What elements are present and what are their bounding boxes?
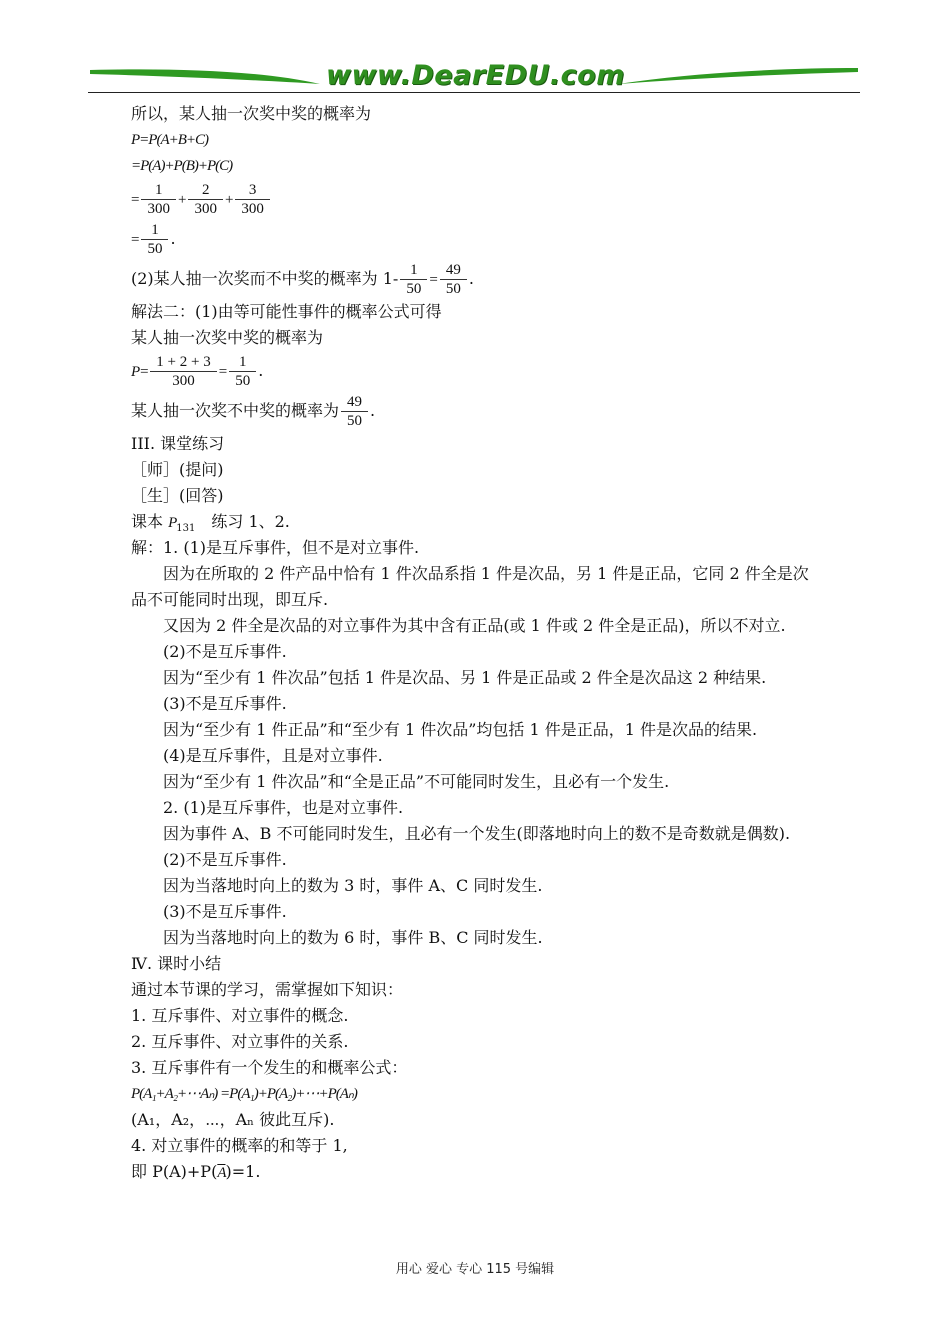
fraction: $\frac{1 + 2 + 3}{300}$ [150, 353, 216, 390]
page-number: 131 [176, 523, 196, 535]
formula-line: P=P(A+B+C) [131, 132, 209, 148]
summary-line: 1. 互斥事件、对立事件的概念. [131, 1006, 349, 1025]
summary-line: 2. 互斥事件、对立事件的关系. [131, 1032, 349, 1051]
student-line: ［生］(回答) [131, 486, 224, 505]
period: . [170, 229, 176, 248]
period: . [258, 361, 264, 380]
fraction-result-line [131, 219, 866, 259]
summary-line: 4. 对立事件的概率的和等于 1, [131, 1136, 348, 1155]
section-heading: III. 课堂练习 [131, 434, 225, 453]
equals-sign: = [429, 272, 438, 288]
equals-sign: = [131, 192, 140, 208]
answer-line: (2)不是互斥事件. [131, 850, 287, 869]
formula-line: =P(A)+P(B)+P(C) [131, 158, 233, 174]
site-logo[interactable]: www.DearEDU.com [326, 60, 625, 91]
formula-lhs: P= [131, 364, 149, 380]
equals-sign: = [131, 232, 140, 248]
page-footer: 用心 爱心 专心 115 号编辑 [395, 1262, 555, 1277]
teacher-line: ［师］(提问) [131, 460, 224, 479]
complement-symbol: $\overline{A}$ [217, 1165, 226, 1181]
answer-line: 因为在所取的 2 件产品中恰有 1 件次品系指 1 件是次品，另 1 件是正品，它同 2 件全是次 [131, 564, 809, 583]
answer-line: 因为当落地时向上的数为 6 时，事件 B、C 同时发生. [131, 928, 543, 947]
fraction: $\frac{3}{300}$ [235, 181, 270, 218]
plus-sign: + [224, 192, 234, 208]
fraction: $\frac{49}{50}$ [440, 261, 467, 298]
page-symbol: P [168, 515, 177, 531]
fraction: $\frac{2}{300}$ [188, 181, 223, 218]
answer-line: 品不可能同时出现，即互斥. [131, 590, 329, 609]
formula-note-line: (A₁，A₂，⋯，Aₙ 彼此互斥). [131, 1110, 335, 1129]
answer-line: 因为当落地时向上的数为 3 时，事件 A、C 同时发生. [131, 876, 543, 895]
period: . [370, 401, 376, 420]
answer-line: 因为事件 A、B 不可能同时发生，且必有一个发生(即落地时向上的数不是奇数就是偶数). [131, 824, 791, 843]
answer-line: (3)不是互斥事件. [131, 694, 287, 713]
fraction: $\frac{49}{50}$ [341, 393, 368, 430]
text-run: 某人抽一次奖不中奖的概率为 [131, 401, 340, 420]
text-run: 即 P(A)+P( [131, 1162, 218, 1181]
text-run: )=1. [225, 1162, 261, 1181]
section-heading: Ⅳ. 课时小结 [131, 954, 222, 973]
probability-formula-line [131, 351, 866, 391]
text-run: (2)某人抽一次奖而不中奖的概率为 1- [131, 269, 399, 288]
summary-line: 3. 互斥事件有一个发生的和概率公式： [131, 1058, 408, 1077]
text-line: 所以，某人抽一次奖中奖的概率为 [131, 104, 372, 123]
plus-sign: + [177, 192, 187, 208]
fraction: $\frac{1}{50}$ [400, 261, 427, 298]
answer-line: (3)不是互斥事件. [131, 902, 287, 921]
complement-formula-line [131, 1159, 866, 1185]
text-line: 某人抽一次奖中奖的概率为 [131, 328, 324, 347]
fraction-sum-line [131, 179, 866, 219]
summary-line: 通过本节课的学习，需掌握如下知识： [131, 980, 404, 999]
question-2-line [131, 259, 866, 299]
answer-line: 又因为 2 件全是次品的对立事件为其中含有正品(或 1 件或 2 件全是正品)，所以不对立. [131, 616, 786, 635]
answer-line: 解：1. (1)是互斥事件，但不是对立事件. [131, 538, 420, 557]
sum-formula-line: P(A₁+A₂+⋯Aₙ) =P(A₁)+P(A₂)+⋯+P(Aₙ) [131, 1086, 357, 1102]
period: . [468, 269, 474, 288]
textbook-line [131, 509, 866, 535]
answer-line: 2. (1)是互斥事件，也是对立事件. [131, 798, 404, 817]
answer-line: 因为“至少有 1 件正品”和“至少有 1 件次品”均包括 1 件是正品，1 件是次品的结果. [131, 720, 758, 739]
page-header [88, 62, 860, 96]
text-run: 练习 1、2. [195, 512, 290, 531]
header-rule [88, 92, 860, 93]
text-line: 解法二：(1)由等可能性事件的概率公式可得 [131, 302, 442, 321]
answer-line: 因为“至少有 1 件次品”包括 1 件是次品、另 1 件是正品或 2 件全是次品这 2 种结果. [131, 668, 767, 687]
document-body [131, 101, 866, 1185]
fraction: $\frac{1}{300}$ [141, 181, 176, 218]
fraction: $\frac{1}{50}$ [229, 353, 256, 390]
fraction: $\frac{1}{50}$ [141, 221, 168, 258]
equals-sign: = [218, 364, 228, 380]
answer-line: (4)是互斥事件，且是对立事件. [131, 746, 383, 765]
text-run: 课本 [131, 512, 169, 531]
no-win-line [131, 391, 866, 431]
answer-line: (2)不是互斥事件. [131, 642, 287, 661]
answer-line: 因为“至少有 1 件次品”和“全是正品”不可能同时发生，且必有一个发生. [131, 772, 670, 791]
